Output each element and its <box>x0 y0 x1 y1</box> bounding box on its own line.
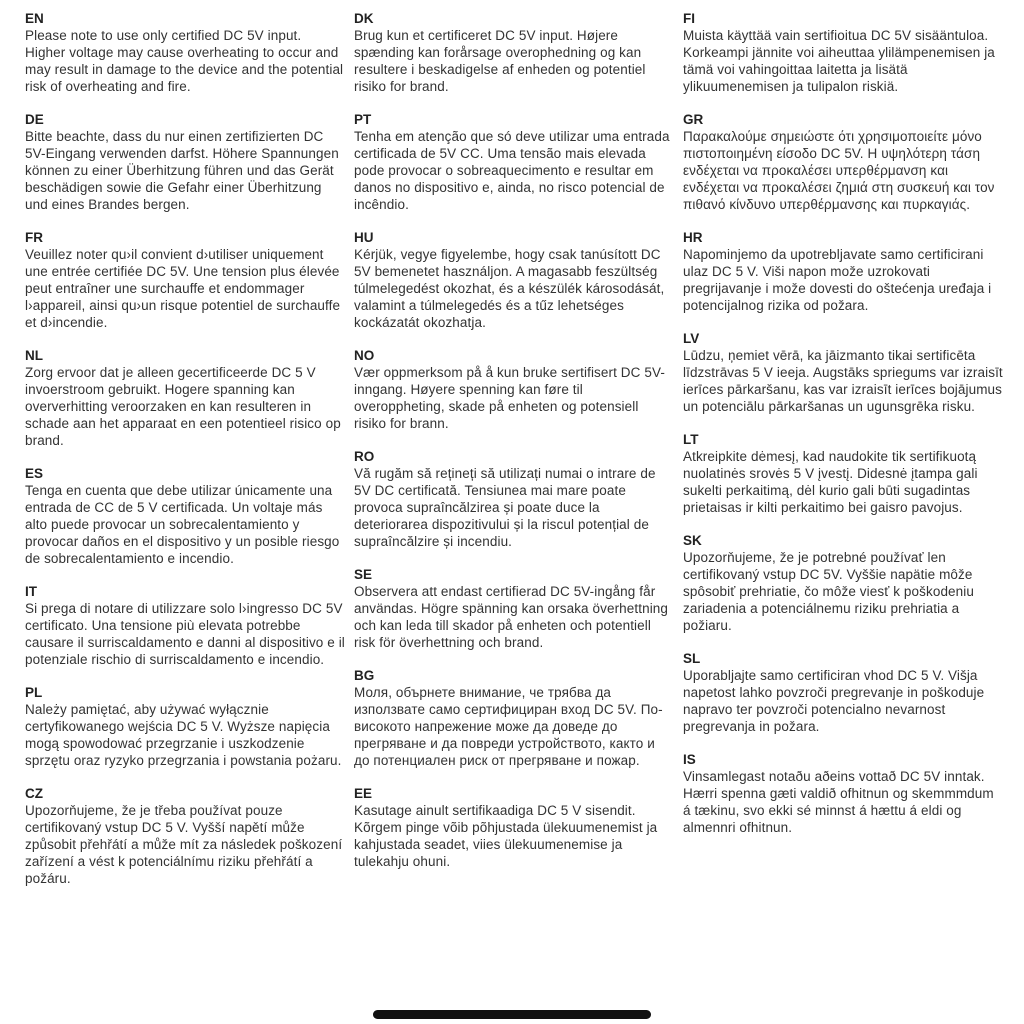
lang-text-cz: Upozorňujeme, že je třeba používat pouze certifikovaný vstup DC 5 V. Vyšší napětí může způsobit přehřátí a může mít za následek poškození zařízení a vést k potenciálnímu riziku přehřátí a požáru. <box>25 803 343 886</box>
lang-text-no: Vær oppmerksom på å kun bruke sertifisert DC 5V-inngang. Høyere spenning kan føre til overoppheting, skade på enheten og potensiell risiko for brann. <box>354 365 665 431</box>
lang-code-en: EN <box>25 11 44 26</box>
lang-text-en: Please note to use only certified DC 5V input. Higher voltage may cause overheating to occur and may result in damage to the device and the potential risk of overheating and fire. <box>25 28 344 94</box>
lang-code-se: SE <box>354 567 373 582</box>
lang-text-hu: Kérjük, vegye figyelembe, hogy csak tanúsított DC 5V bemenetet használjon. A magasabb feszültség túlmelegedést okozhat, és a készülék károsodását, valamint a túlmelegedés és a tűz lehetséges kockázatát okozhatja. <box>354 247 665 330</box>
section-it <box>25 583 345 668</box>
lang-code-fi: FI <box>683 11 695 26</box>
section-fi <box>683 10 1003 95</box>
section-ro <box>354 448 674 550</box>
section-cz <box>25 785 345 887</box>
lang-text-fi: Muista käyttää vain sertifioitua DC 5V sisääntuloa. Korkeampi jännite voi aiheuttaa ylilämpenemisen ja tämä voi vahingoittaa laitetta ja lisätä ylikuumenemisen ja tulipalon riskiä. <box>683 28 995 94</box>
section-sl <box>683 650 1003 735</box>
lang-text-hr: Napominjemo da upotrebljavate samo certificirani ulaz DC 5 V. Viši napon može uzrokovati pregrijavanje i može dovesti do oštećenja uređaja i potencijalnog rizika od požara. <box>683 247 992 313</box>
lang-code-de: DE <box>25 112 44 127</box>
section-se <box>354 566 674 651</box>
lang-code-sk: SK <box>683 533 702 548</box>
lang-code-no: NO <box>354 348 375 363</box>
lang-text-dk: Brug kun et certificeret DC 5V input. Højere spænding kan forårsage overophedning og kan resultere i beskadigelse af enheden og potentiel risiko for brand. <box>354 28 646 94</box>
lang-text-it: Si prega di notare di utilizzare solo l›ingresso DC 5V certificato. Una tensione più elevata potrebbe causare il surriscaldamento e danni al dispositivo e il potenziale rischio di surriscaldamento e incendio. <box>25 601 345 667</box>
section-hr <box>683 229 1003 314</box>
lang-text-es: Tenga en cuenta que debe utilizar únicamente una entrada de CC de 5 V certificada. Un voltaje más alto puede provocar un sobrecalentamiento y provocar daños en el dispositivo y un posible riesgo de sobrecalentamiento e incendio. <box>25 483 340 566</box>
lang-code-hu: HU <box>354 230 374 245</box>
lang-text-gr: Παρακαλούμε σημειώστε ότι χρησιμοποιείτε μόνο πιστοποιημένη είσοδο DC 5V. Η υψηλότερη τάση ενδέχεται να προκαλέσει υπερθέρμανση και ενδέχεται να προκαλέσει ζημιά στη συσκευή και τον πιθανό κίνδυνο υπερθέρμανσης και πυρκαγιάς. <box>683 129 995 212</box>
lang-text-pt: Tenha em atenção que só deve utilizar uma entrada certificada de 5V CC. Uma tensão mais elevada pode provocar o sobreaquecimento e resultar em danos no dispositivo e, ainda, no risco potencial de incêndio. <box>354 129 670 212</box>
section-is <box>683 751 1003 836</box>
lang-text-nl: Zorg ervoor dat je alleen gecertificeerde DC 5 V invoerstroom gebruikt. Hogere spanning kan oververhitting veroorzaken en kan resulteren in schade aan het apparaat en een potentieel risico op brand. <box>25 365 341 448</box>
lang-code-cz: CZ <box>25 786 43 801</box>
lang-text-lv: Lūdzu, ņemiet vērā, ka jāizmanto tikai sertificēta līdzstrāvas 5 V ieeja. Augstāks spriegums var izraisīt ierīces pārkaršanu, kas var izraisīt ierīces bojājumus un potenciālu pārkaršanas un ugunsgrēka risku. <box>683 348 1003 414</box>
section-sk <box>683 532 1003 634</box>
lang-text-fr: Veuillez noter qu›il convient d›utiliser uniquement une entrée certifiée DC 5V. Une tension plus élevée peut entraîner une surchauffe et endommager l›appareil, ainsi qu›un risque potentiel de surchauffe et d›incendie. <box>25 247 341 330</box>
lang-code-hr: HR <box>683 230 703 245</box>
section-en <box>25 10 345 95</box>
column-1 <box>25 10 345 903</box>
section-es <box>25 465 345 567</box>
lang-text-se: Observera att endast certifierad DC 5V-ingång får användas. Högre spänning kan orsaka överhettning och kan leda till skador på enheten och potentiell risk för överhettning och brand. <box>354 584 669 650</box>
section-gr <box>683 111 1003 213</box>
section-lt <box>683 431 1003 516</box>
lang-text-ro: Vă rugăm să rețineți să utilizați numai o intrare de 5V DC certificată. Tensiunea mai mare poate provoca supraîncălzirea și poate duce la deteriorarea dispozitivului și la riscul potențial de supraîncălzire și incendiu. <box>354 466 656 549</box>
lang-code-fr: FR <box>25 230 43 245</box>
section-pt <box>354 111 674 213</box>
lang-text-is: Vinsamlegast notaðu aðeins vottað DC 5V inntak. Hærri spenna gæti valdið ofhitnun og skemmmdum á tækinu, svo ekki sé minnst á hættu á eldi og almennri ofhitnun. <box>683 769 994 835</box>
lang-code-is: IS <box>683 752 696 767</box>
lang-code-dk: DK <box>354 11 374 26</box>
home-indicator-bar[interactable] <box>373 1010 651 1019</box>
section-hu <box>354 229 674 331</box>
section-ee <box>354 785 674 870</box>
section-bg <box>354 667 674 769</box>
lang-code-es: ES <box>25 466 44 481</box>
lang-text-sl: Uporabljajte samo certificiran vhod DC 5 V. Višja napetost lahko povzroči pregrevanje in poškoduje napravo ter povzroči potencialno nevarnost pregrevanja in požara. <box>683 668 985 734</box>
lang-code-pl: PL <box>25 685 43 700</box>
lang-text-sk: Upozorňujeme, že je potrebné používať len certifikovaný vstup DC 5V. Vyššie napätie môže spôsobiť prehriatie, čo môže viesť k poškodeniu zariadenia a potenciálnemu riziku prehriatia a požiaru. <box>683 550 974 633</box>
lang-code-lt: LT <box>683 432 699 447</box>
lang-code-sl: SL <box>683 651 701 666</box>
column-2 <box>354 10 674 903</box>
column-3 <box>683 10 1003 903</box>
lang-text-pl: Należy pamiętać, aby używać wyłącznie certyfikowanego wejścia DC 5 V. Wyższe napięcia mogą spowodować przegrzanie i uszkodzenie sprzętu oraz ryzyko przegrzania i powstania pożaru. <box>25 702 342 768</box>
lang-text-ee: Kasutage ainult sertifikaadiga DC 5 V sisendit. Kõrgem pinge võib põhjustada ülekuumenemist ja kahjustada seadet, viies ülekuumenemise ja tulekahju ohuni. <box>354 803 658 869</box>
lang-text-lt: Atkreipkite dėmesį, kad naudokite tik sertifikuotą nuolatinės srovės 5 V įvestį. Didesnė įtampa gali sukelti perkaitimą, dėl kurio gali būti sugadintas prietaisas ir kilti perkaitimo bei gaisro pavojus. <box>683 449 978 515</box>
lang-code-nl: NL <box>25 348 43 363</box>
section-pl <box>25 684 345 769</box>
section-de <box>25 111 345 213</box>
lang-code-lv: LV <box>683 331 700 346</box>
lang-code-bg: BG <box>354 668 375 683</box>
lang-code-ro: RO <box>354 449 375 464</box>
section-dk <box>354 10 674 95</box>
lang-text-de: Bitte beachte, dass du nur einen zertifizierten DC 5V-Eingang verwenden darfst. Höhere Spannungen können zu einer Überhitzung führen und das Gerät beschädigen sowie die Gefahr einer Überhitzung und eines Brandes bergen. <box>25 129 339 212</box>
lang-code-pt: PT <box>354 112 372 127</box>
section-nl <box>25 347 345 449</box>
section-lv <box>683 330 1003 415</box>
section-no <box>354 347 674 432</box>
lang-code-gr: GR <box>683 112 704 127</box>
lang-code-ee: EE <box>354 786 373 801</box>
section-fr <box>25 229 345 331</box>
lang-text-bg: Моля, обърнете внимание, че трябва да използвате само сертифициран вход DC 5V. По-високото напрежение може да доведе до прегряване и да повреди устройството, както и до потенциален риск от прегряване и пожар. <box>354 685 663 768</box>
lang-code-it: IT <box>25 584 37 599</box>
